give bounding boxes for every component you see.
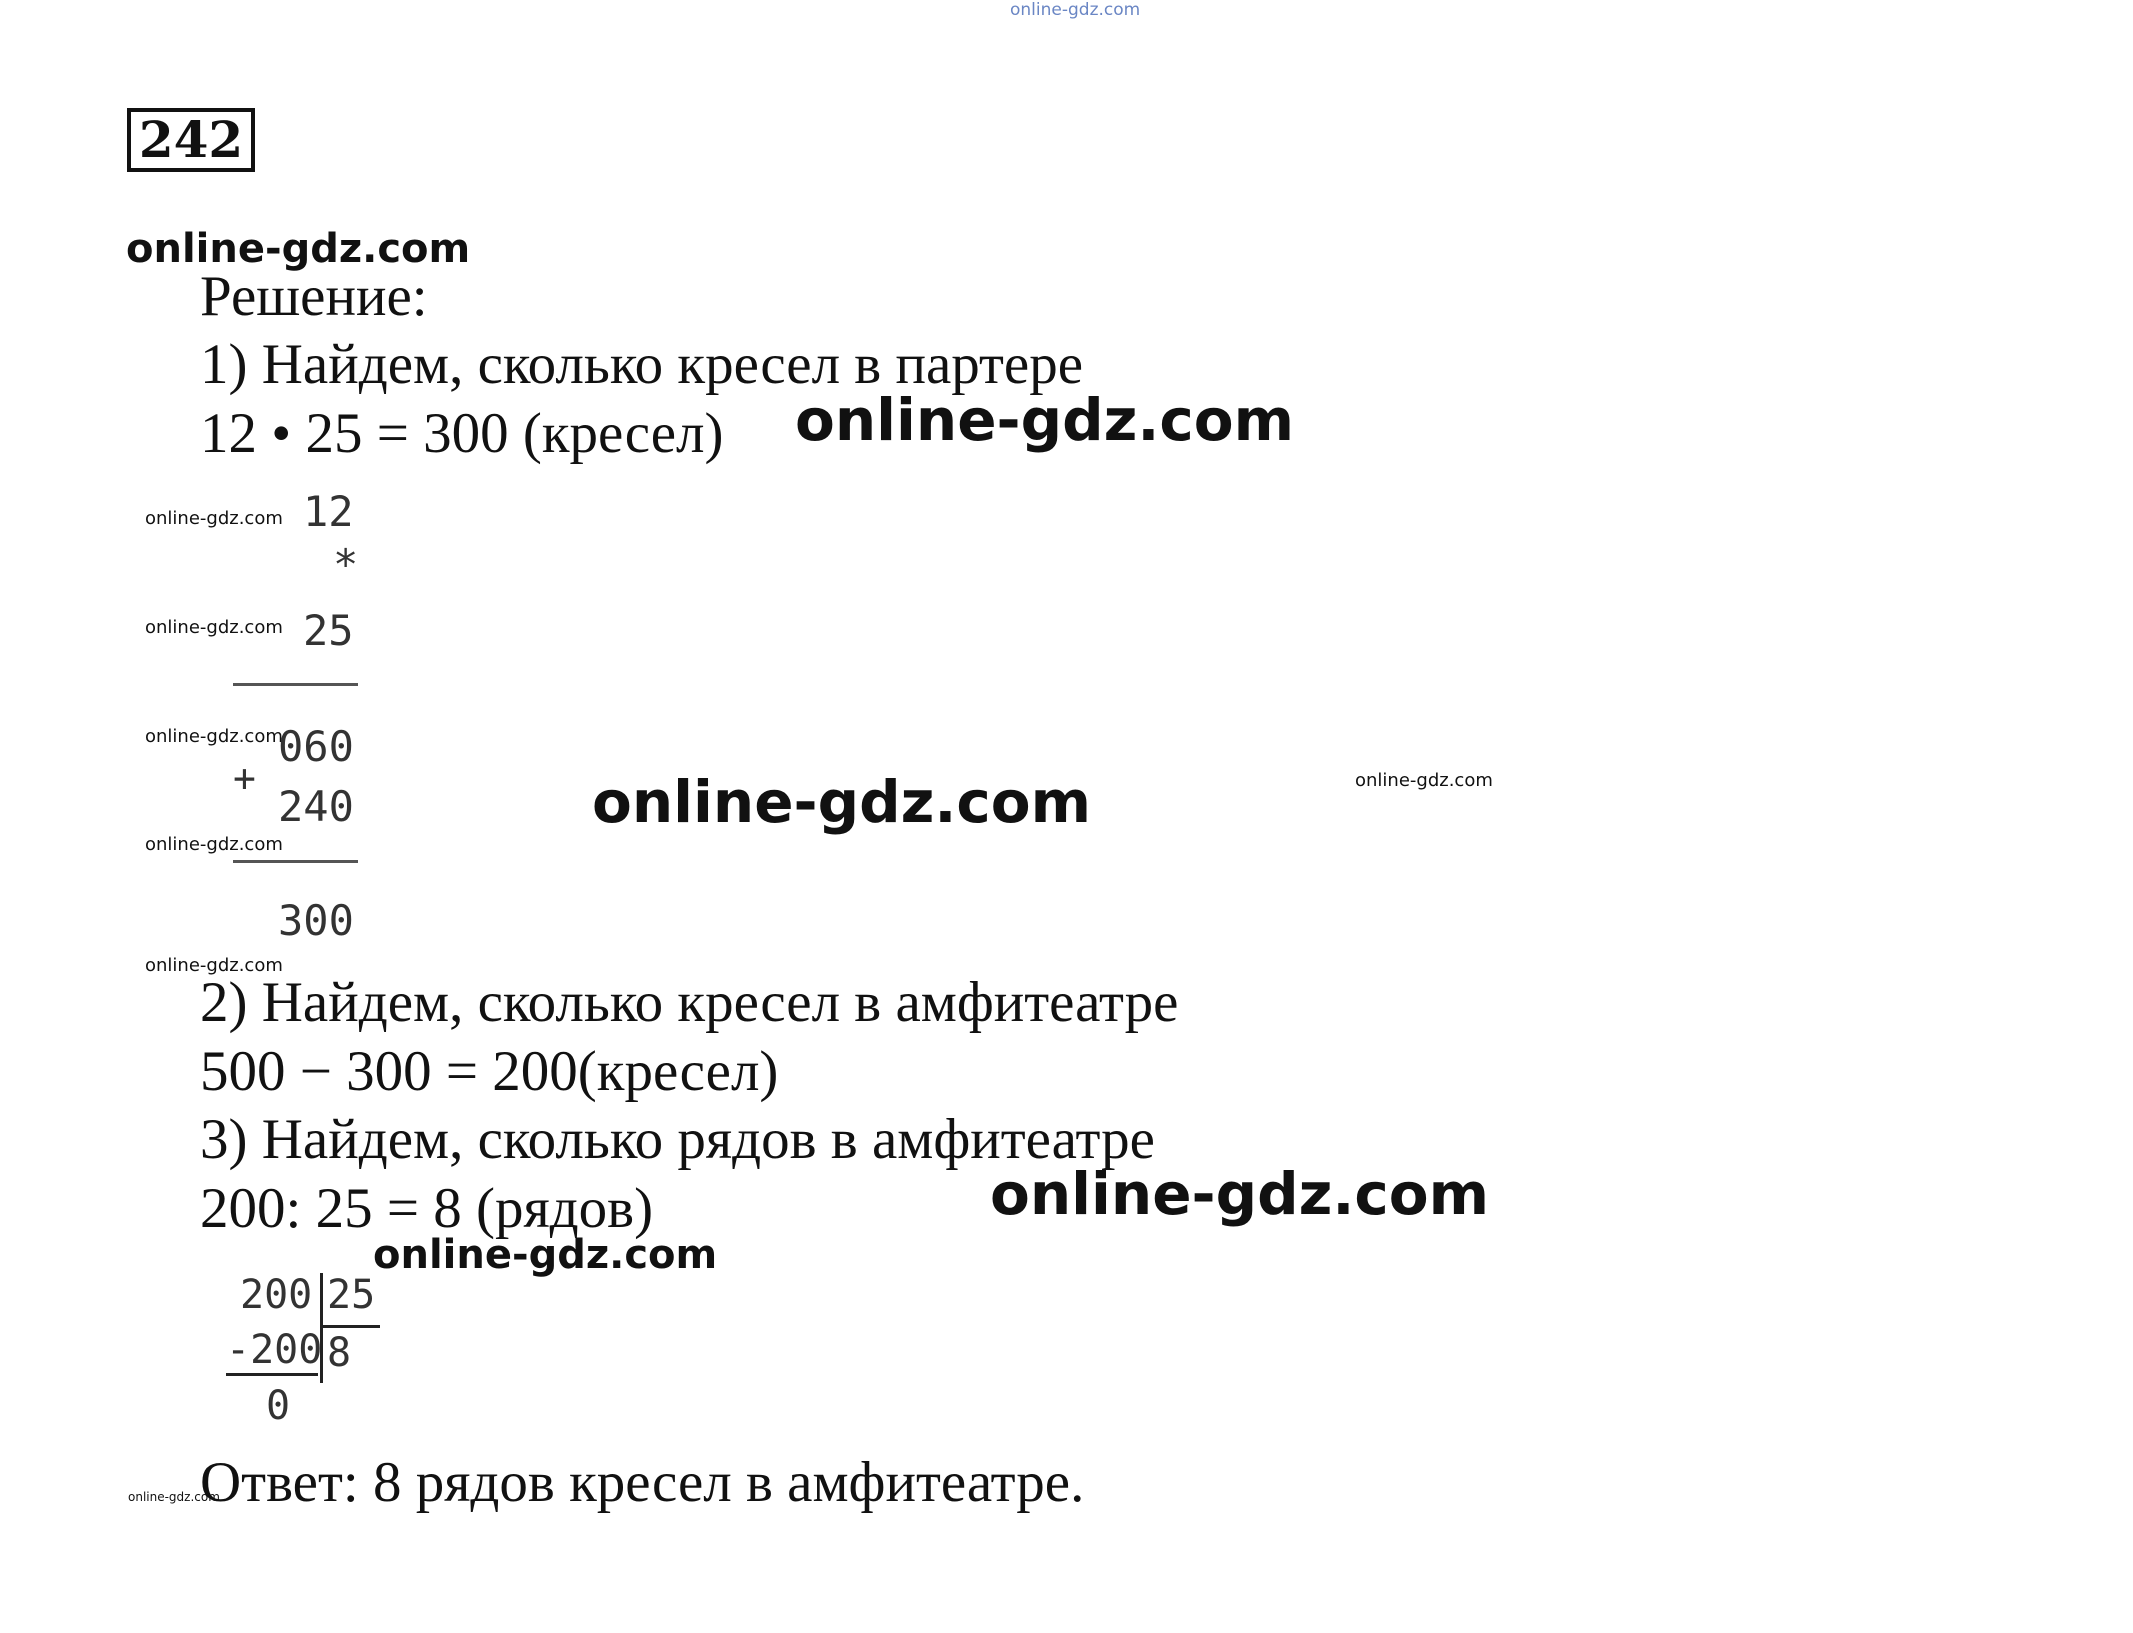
step2-title: 2) Найдем, сколько кресел в амфитеатре xyxy=(200,971,1179,1034)
watermark: online-gdz.com xyxy=(126,226,471,272)
multiply-operator: * xyxy=(333,540,359,589)
watermark: online-gdz.com xyxy=(145,834,283,855)
watermark: online-gdz.com xyxy=(145,508,283,529)
step1-expression: 12 • 25 = 300 (кресел) xyxy=(200,402,724,465)
step2-expression: 500 − 300 = 200(кресел) xyxy=(200,1040,779,1103)
step3-expression: 200: 25 = 8 (рядов) xyxy=(200,1177,654,1240)
watermark: online-gdz.com xyxy=(145,955,283,976)
multiplier: 25 xyxy=(303,606,354,655)
dividend: 200 xyxy=(240,1272,313,1318)
remainder: 0 xyxy=(266,1383,291,1429)
watermark: online-gdz.com xyxy=(145,726,283,747)
watermark: online-gdz.com xyxy=(128,1490,220,1504)
partial-product-1: 060 xyxy=(278,722,354,771)
plus-operator: + xyxy=(233,756,256,800)
answer: Ответ: 8 рядов кресел в амфитеатре. xyxy=(200,1451,1085,1514)
sum-line xyxy=(233,860,358,863)
watermark: online-gdz.com xyxy=(373,1232,718,1278)
watermark: online-gdz.com xyxy=(592,768,1092,836)
top-watermark: online-gdz.com xyxy=(1010,0,1141,20)
divisor: 25 xyxy=(327,1272,376,1318)
problem-number: 242 xyxy=(127,108,255,172)
divisor-underline xyxy=(322,1325,380,1328)
partial-product-2: 240 xyxy=(278,782,354,831)
watermark: online-gdz.com xyxy=(795,386,1295,454)
step1-title: 1) Найдем, сколько кресел в партере xyxy=(200,333,1084,396)
watermark: online-gdz.com xyxy=(1355,770,1493,791)
watermark: online-gdz.com xyxy=(145,617,283,638)
multiplication-line xyxy=(233,683,358,686)
quotient: 8 xyxy=(327,1330,352,1376)
product-result: 300 xyxy=(278,896,354,945)
solution-heading: Решение: xyxy=(200,265,428,328)
step3-title: 3) Найдем, сколько рядов в амфитеатре xyxy=(200,1108,1155,1171)
subtraction-line xyxy=(226,1373,318,1376)
multiplicand: 12 xyxy=(303,487,354,536)
subtrahend: -200 xyxy=(226,1327,323,1373)
watermark: online-gdz.com xyxy=(990,1160,1490,1228)
